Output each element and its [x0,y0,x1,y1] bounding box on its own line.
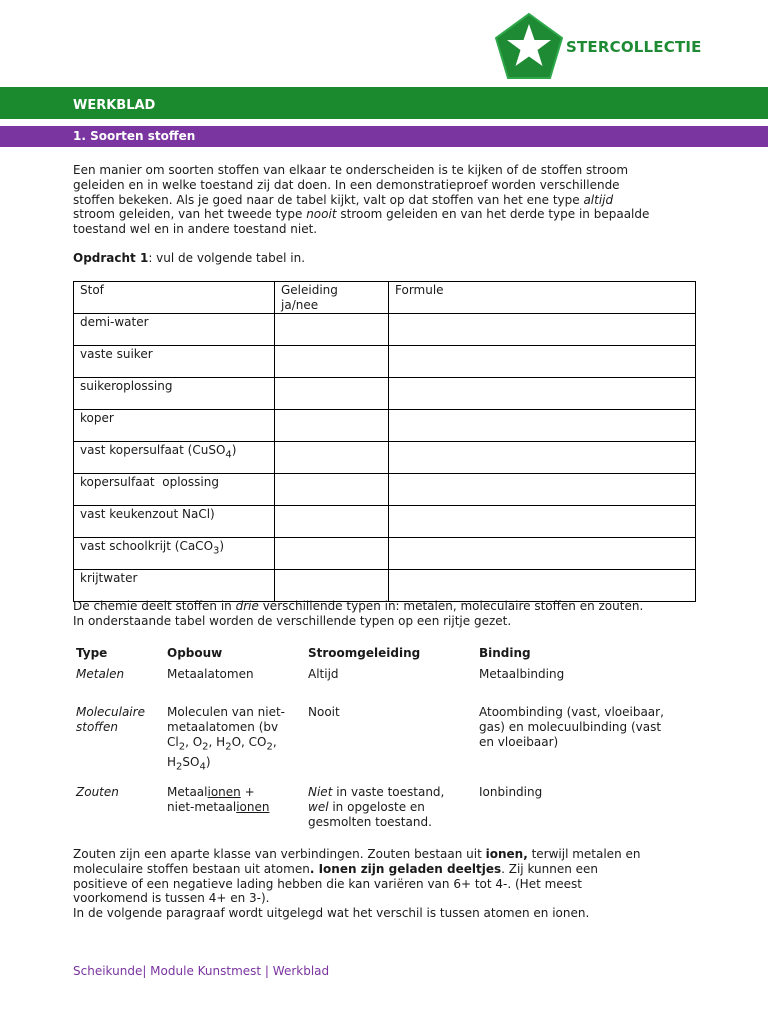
closing-text: terwijl metalen en [527,847,641,861]
substance-cell: kopersulfaat oplossing [74,474,275,506]
substance-cell [74,538,275,570]
formula-text: ) [205,754,211,769]
geleiding-answer-cell[interactable] [275,314,389,346]
header-opbouw: Opbouw [167,646,223,660]
geleiding-answer-cell[interactable] [275,474,389,506]
subscript: 2 [178,740,186,752]
opbouw-text: niet-metaal [167,799,237,814]
table-row [74,410,696,442]
table-row [74,442,696,474]
closing-text: moleculaire stoffen bestaan uit atomen [73,861,310,876]
stroom-cell: Nooit [308,705,340,719]
type-cell [76,705,164,735]
header-binding: Binding [479,646,531,660]
substance-text: vast kopersulfaat (CuSO [80,443,226,457]
subscript: 4 [199,761,206,773]
types-intro-emphasis: drie [235,599,259,613]
binding-cell: Ionbinding [479,785,543,799]
stroom-text: gesmolten toestand. [308,814,432,829]
formule-answer-cell[interactable] [389,346,696,378]
intro-line [73,207,703,222]
intro-text: stroom geleiden, van het tweede type [73,207,307,222]
closing-bold: ionen, [485,847,528,861]
opbouw-underline: ionen [207,785,241,799]
stroom-cell [308,785,476,829]
subscript: 2 [266,740,273,752]
closing-line [73,847,703,862]
type-name: stoffen [76,719,118,734]
type-name: Zouten [76,785,119,799]
subscript: 2 [176,761,183,773]
table-row [74,378,696,410]
substance-cell: krijtwater [74,570,275,602]
subscript: 4 [225,449,232,461]
intro-line: toestand wel en in andere toestand niet. [73,222,318,237]
type-cell [76,667,164,682]
substance-cell: demi-water [74,314,275,346]
formula-text: , O [185,734,203,749]
type-cell [76,785,164,800]
stroom-cell: Altijd [308,667,339,681]
table-header-row [74,282,696,314]
geleiding-answer-cell[interactable] [275,442,389,474]
header-stroomgeleiding: Stroomgeleiding [308,646,421,660]
binding-text: en vloeibaar) [479,734,559,749]
types-intro-line: In onderstaande tabel worden de verschillende typen op een rijtje gezet. [73,613,512,628]
types-row-zouten [76,785,706,835]
section-title: 1. Soorten stoffen [73,129,196,143]
types-intro-line [73,599,703,614]
formule-answer-cell[interactable] [389,410,696,442]
binding-text: Atoombinding (vast, vloeibaar, [479,705,664,719]
closing-bold: . Ionen zijn geladen deeltjes [309,861,502,876]
substance-cell: suikeroplossing [74,378,275,410]
closing-line: voorkomend is tussen 4+ en 3-). [73,891,270,906]
closing-line: In de volgende paragraaf wordt uitgelegd wat het verschil is tussen atomen en ionen. [73,906,590,921]
exercise-label: Opdracht 1 [73,251,149,265]
section-header-band [0,126,768,147]
opbouw-cell [167,785,303,815]
opbouw-text: Moleculen van niet- [167,705,285,719]
table-row [74,346,696,378]
star-pentagon-icon [494,12,564,80]
worksheet-header-band [0,87,768,119]
intro-text: stoffen bekeken. Als je goed naar de tabel kijkt, valt op dat stoffen van het ene type [73,192,584,207]
intro-text: stroom geleiden en van het derde type in bepaalde [336,207,650,222]
geleiding-answer-cell[interactable] [275,570,389,602]
types-row-moleculair [76,705,706,785]
intro-line: geleiden en in welke toestand zij dat doen. In een demonstratieproef worden verschillende [73,177,620,192]
logo-text: STERCOLLECTIE [566,38,702,56]
formule-answer-cell[interactable] [389,314,696,346]
subscript: 3 [213,545,220,557]
substance-text: ) [219,539,225,553]
formule-answer-cell[interactable] [389,378,696,410]
substance-cell [74,442,275,474]
opbouw-text: Metaal [167,785,208,799]
formula-text: Cl [167,734,179,749]
opbouw-underline: ionen [236,799,270,814]
type-name: Metalen [76,667,125,681]
header-geleiding-1: Geleiding [281,283,338,297]
substance-cell: vast keukenzout NaCl) [74,506,275,538]
types-intro-text: verschillende typen in: metalen, moleculaire stoffen en zouten. [258,599,644,613]
substance-cell: vaste suiker [74,346,275,378]
formule-answer-cell[interactable] [389,506,696,538]
type-name: Moleculaire [76,705,145,719]
substance-types-table [76,646,706,835]
geleiding-answer-cell[interactable] [275,378,389,410]
intro-emphasis: nooit [306,207,337,222]
formula-text: , H [208,734,226,749]
stroom-text: in vaste toestand, [332,785,445,799]
opbouw-text: metaalatomen (bv [167,719,279,734]
geleiding-answer-cell[interactable] [275,506,389,538]
closing-paragraph [73,847,703,921]
header-geleiding-2: ja/nee [281,297,319,312]
geleiding-answer-cell[interactable] [275,410,389,442]
table-row [74,474,696,506]
header-stof: Stof [74,282,275,314]
subscript: 2 [225,740,232,752]
binding-text: gas) en molecuulbinding (vast [479,719,662,734]
types-intro-paragraph [73,599,703,629]
table-row [74,506,696,538]
formule-answer-cell[interactable] [389,570,696,602]
types-intro-text: De chemie deelt stoffen in [73,599,236,613]
geleiding-answer-cell[interactable] [275,346,389,378]
stercollectie-logo [494,12,704,80]
header-type: Type [76,646,108,660]
substance-cell: koper [74,410,275,442]
subscript: 2 [202,740,209,752]
opbouw-text: + [240,785,255,799]
worksheet-title: WERKBLAD [73,98,156,113]
closing-text: Zouten zijn een aparte klasse van verbindingen. Zouten bestaan uit [73,847,486,861]
intro-paragraph [73,163,703,237]
substance-text: ) [231,443,237,457]
closing-line [73,862,703,877]
formule-answer-cell[interactable] [389,442,696,474]
header-formule: Formule [389,282,696,314]
table-row [74,538,696,570]
geleiding-answer-cell[interactable] [275,538,389,570]
formula-text: O, CO [231,734,267,749]
substance-text: vast schoolkrijt (CaCO [80,539,214,553]
opbouw-cell: Metaalatomen [167,667,254,681]
formule-answer-cell[interactable] [389,474,696,506]
table-row [74,314,696,346]
intro-line [73,193,703,208]
binding-cell [479,705,699,749]
conductivity-table [73,281,696,602]
page-footer: Scheikunde| Module Kunstmest | Werkblad [73,964,330,978]
intro-line: Een manier om soorten stoffen van elkaar te onderscheiden is te kijken of de stoffen stroom [73,163,629,177]
closing-text: . Zij kunnen een [501,861,599,876]
types-header-row [76,646,706,667]
table-row [74,570,696,602]
stroom-emphasis: wel [308,799,329,814]
formula-text: SO [182,754,200,769]
formule-answer-cell[interactable] [389,538,696,570]
stroom-emphasis: Niet [308,785,333,799]
stroom-text: in opgeloste en [328,799,425,814]
exercise-text: : vul de volgende tabel in. [148,251,306,265]
closing-line: positieve of een negatieve lading hebben die kan variëren van 6+ tot 4-. (Het meest [73,876,583,891]
formula-text: H [167,754,177,769]
intro-emphasis: altijd [583,192,614,207]
exercise-instruction [73,251,703,266]
header-geleiding [275,282,389,314]
binding-cell: Metaalbinding [479,667,565,681]
opbouw-cell [167,705,303,775]
formula-text: , [272,734,277,749]
types-row-metalen [76,667,706,705]
